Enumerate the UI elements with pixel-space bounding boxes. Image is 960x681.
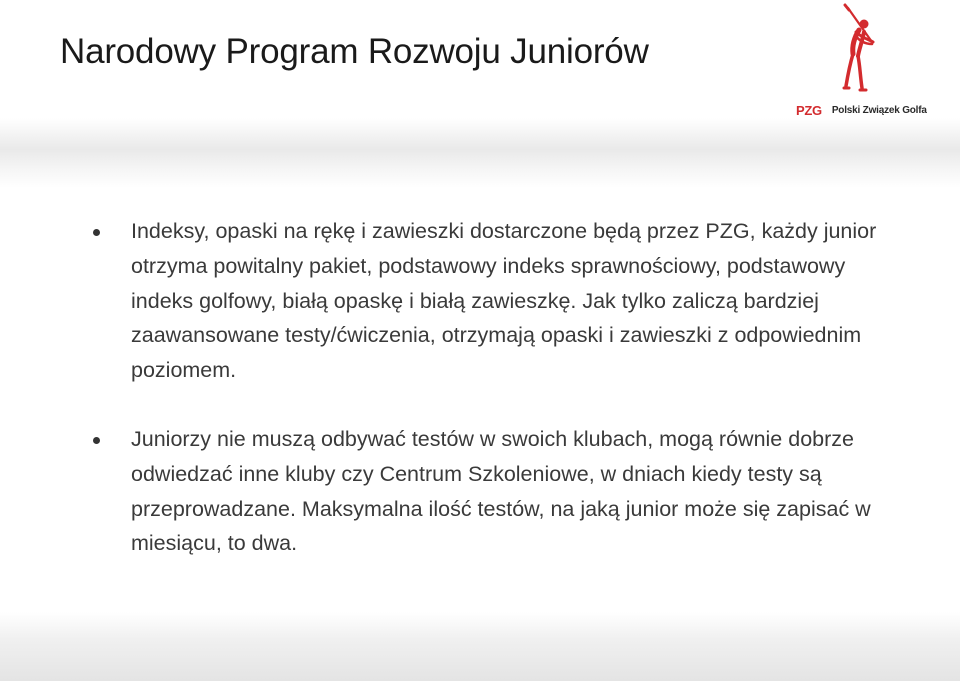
bullet-item: [92, 422, 892, 561]
logo-wordmark: [796, 97, 926, 123]
bullet-list: [92, 214, 892, 561]
golfer-icon: [826, 2, 896, 94]
bullet-item: [92, 214, 892, 388]
footer-gradient-band: [0, 612, 960, 681]
bullet-dot-icon: [93, 229, 100, 236]
logo-abbreviation: PZG: [796, 102, 822, 118]
bullet-dot-icon: [93, 437, 100, 444]
logo-name: Polski Związek Golfa: [831, 104, 927, 116]
bullet-text: Indeksy, opaski na rękę i zawieszki dostarczone będą przez PZG, każdy junior otrzyma powitalny pakiet, podstawowy indeks sprawnościowy, podstawowy indeks golfowy, białą opaskę i białą zawieszkę. Jak tylko zaliczą bardziej zaawansowane testy/ćwiczenia, otrzymają opaski i zawieszki z odpowiednim poziomem.: [131, 219, 877, 383]
pzg-logo: [796, 2, 926, 124]
header-gradient-band: [0, 118, 960, 188]
slide-title: Narodowy Program Rozwoju Juniorów: [60, 32, 649, 71]
bullet-text: Juniorzy nie muszą odbywać testów w swoich klubach, mogą równie dobrze odwiedzać inne kluby czy Centrum Szkoleniowe, w dniach kiedy testy są przeprowadzane. Maksymalna ilość testów, na jaką junior może się zapisać w miesiącu, to dwa.: [131, 426, 871, 556]
